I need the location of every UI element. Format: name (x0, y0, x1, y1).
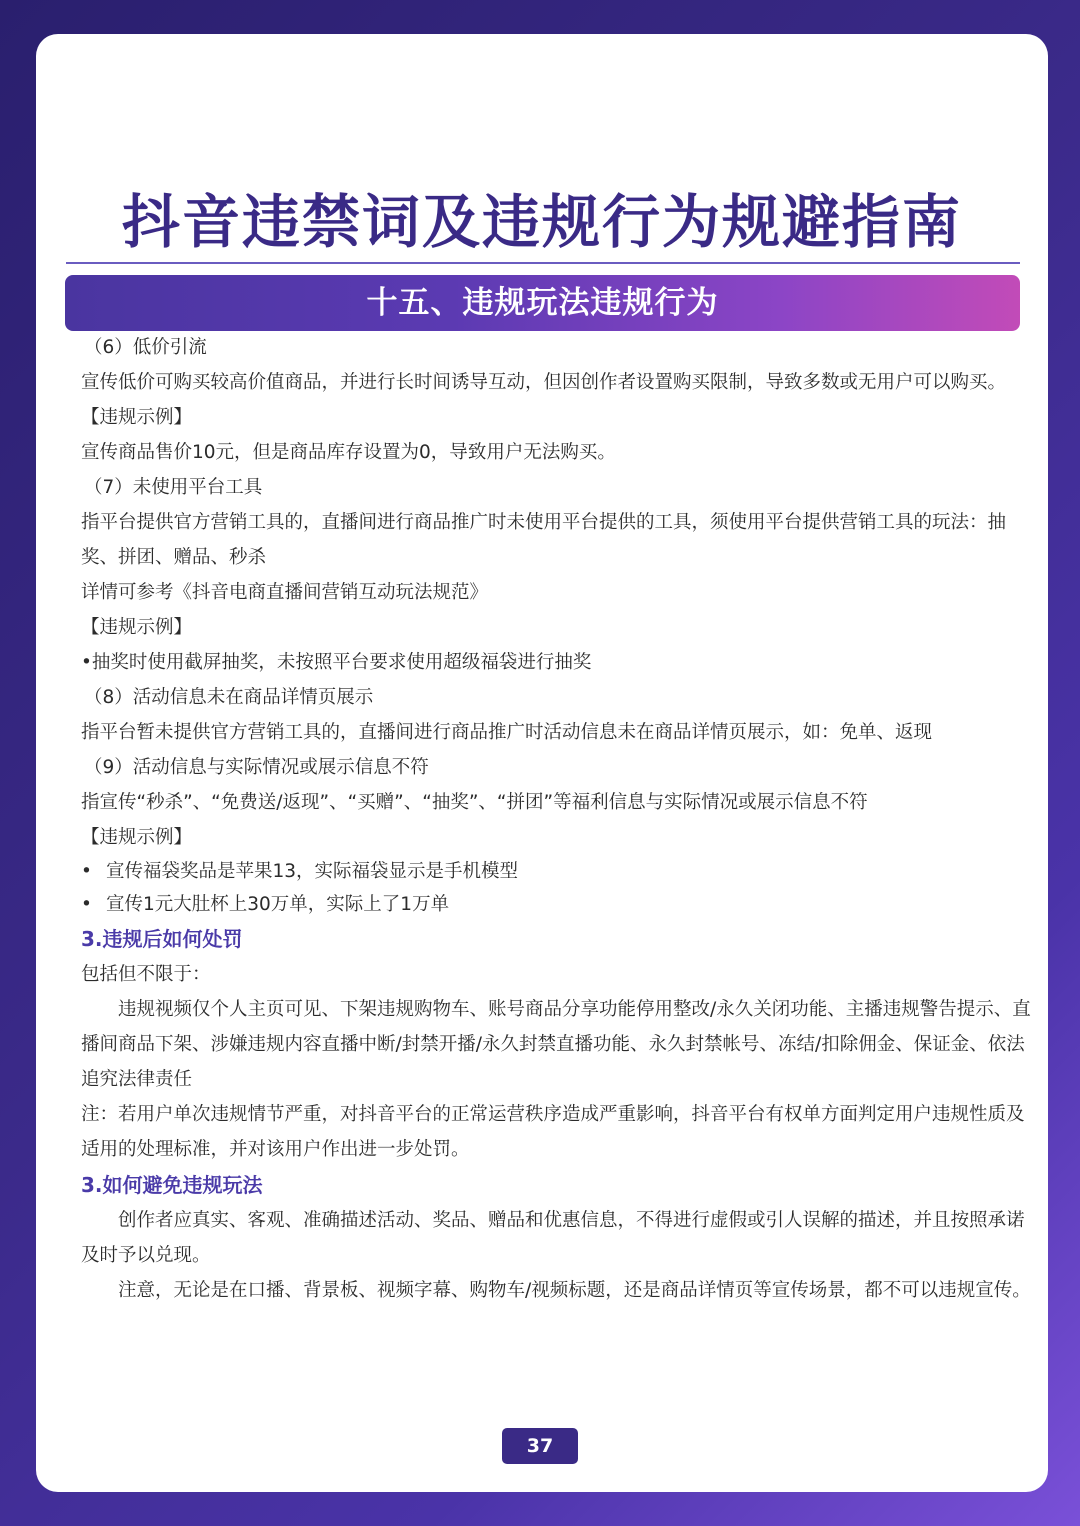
item-6-example: 宣传商品售价10元，但是商品库存设置为0，导致用户无法购买。 (81, 442, 616, 463)
item-9-body: 指宣传“秒杀”、“免费送/返现”、“买赠”、“抽奖”、“拼团”等福利信息与实际情况或展示信息不符 (81, 792, 868, 813)
penalty-intro: 包括但不限于： (81, 964, 211, 985)
section-banner: 十五、违规玩法违规行为 (65, 275, 1020, 331)
example-label: 【违规示例】 (81, 407, 193, 428)
title-divider (66, 262, 1020, 264)
example-label: 【违规示例】 (81, 827, 193, 848)
penalty-heading: 3.违规后如何处罚 (81, 927, 243, 951)
page-number: 37 (502, 1428, 578, 1464)
item-7-example: •抽奖时使用截屏抽奖，未按照平台要求使用超级福袋进行抽奖 (81, 652, 592, 673)
item-7-body: 指平台提供官方营销工具的，直播间进行商品推广时未使用平台提供的工具，须使用平台提供营销工具的玩法：抽奖、拼团、赠品、秒杀 (81, 512, 1007, 568)
bullet-icon: • (81, 861, 92, 882)
page-card (36, 34, 1048, 1492)
item-9-examples (81, 855, 1031, 921)
item-8-heading: （8）活动信息未在商品详情页展示 (84, 687, 374, 708)
bullet-icon: • (81, 894, 92, 915)
avoid-paragraph-1: 创作者应真实、客观、准确描述活动、奖品、赠品和优惠信息，不得进行虚假或引人误解的描述，并且按照承诺及时予以兑现。 (81, 1210, 1025, 1266)
item-6-body: 宣传低价可购买较高价值商品，并进行长时间诱导互动，但因创作者设置购买限制，导致多数或无用户可以购买。 (81, 372, 1007, 393)
content-body (81, 330, 1031, 1308)
page-title: 抖音违禁词及违规行为规避指南 (121, 188, 962, 256)
list-item: • 宣传福袋奖品是苹果13，实际福袋显示是手机模型 (81, 855, 1031, 888)
penalty-body: 违规视频仅个人主页可见、下架违规购物车、账号商品分享功能停用整改/永久关闭功能、主播违规警告提示、直播间商品下架、涉嫌违规内容直播中断/封禁开播/永久封禁直播功能、永久封禁帐号、冻结/扣除佣金、保证金、依法追究法律责任 (81, 999, 1031, 1090)
example-label: 【违规示例】 (81, 617, 193, 638)
item-6-heading: （6）低价引流 (84, 337, 207, 358)
avoid-heading: 3.如何避免违规玩法 (81, 1173, 263, 1197)
list-item: • 宣传1元大肚杯上30万单，实际上了1万单 (81, 888, 1031, 921)
item-9-heading: （9）活动信息与实际情况或展示信息不符 (84, 757, 429, 778)
item-7-heading: （7）未使用平台工具 (84, 477, 263, 498)
penalty-note: 注：若用户单次违规情节严重，对抖音平台的正常运营秩序造成严重影响，抖音平台有权单方面判定用户违规性质及适用的处理标准，并对该用户作出进一步处罚。 (81, 1104, 1025, 1160)
item-7-reference: 详情可参考《抖音电商直播间营销互动玩法规范》 (81, 582, 489, 603)
item-8-body: 指平台暂未提供官方营销工具的，直播间进行商品推广时活动信息未在商品详情页展示，如：免单、返现 (81, 722, 933, 743)
avoid-paragraph-2: 注意，无论是在口播、背景板、视频字幕、购物车/视频标题，还是商品详情页等宣传场景，都不可以违规宣传。 (118, 1280, 1031, 1301)
